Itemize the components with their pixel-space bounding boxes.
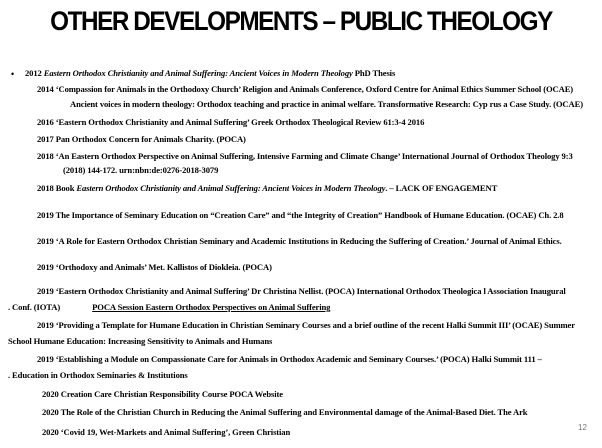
slide-title: OTHER DEVELOPMENTS – PUBLIC THEOLOGY bbox=[50, 6, 552, 36]
entry-2018-line1: 2018 ‘An Eastern Orthodox Perspective on Animal Suffering, Intensive Farming and Climate Change’ International Journal of Orthodox Theology 9:3 bbox=[37, 151, 573, 161]
entry-2020-role-church: 2020 The Role of the Christian Church in Reducing the Animal Suffering and Environmental damage of the Animal-Based Diet. The Ark bbox=[42, 407, 528, 417]
entry-prefix: . Conf. (IOTA) bbox=[8, 302, 61, 312]
entry-2019-template-line2: School Humane Education: Increasing Sensitivity to Animals and Humans bbox=[8, 336, 273, 346]
entry-note: PhD Thesis bbox=[354, 68, 396, 78]
entry-2019-iota-line2 bbox=[8, 302, 330, 313]
entry-2017: 2017 Pan Orthodox Concern for Animals Charity. (POCA) bbox=[37, 134, 246, 144]
entry-2014-line1: 2014 ‘Compassion for Animals in the Orthodoxy Church’ Religion and Animals Conference, Oxford Centre for Animal Ethics Summer School (OCAE) bbox=[37, 84, 574, 94]
entry-year: 2012 bbox=[25, 68, 42, 78]
entry-2019-orthodoxy-animals: 2019 ‘Orthodoxy and Animals’ Met. Kallistos of Diokleia. (POCA) bbox=[37, 262, 272, 272]
entry-2019-module-line1: 2019 ‘Establishing a Module on Compassionate Care for Animals in Orthodox Academic and Seminary Courses.’ (POCA) Halki Summit 111 – bbox=[37, 354, 542, 364]
entry-2019-seminary-education: 2019 The Importance of Seminary Education on “Creation Care” and “the Integrity of Creation” Handbook of Humane Education. (OCAE) Ch. 2.8 bbox=[37, 210, 564, 220]
entry-2016: 2016 ‘Eastern Orthodox Christianity and Animal Suffering’ Greek Orthodox Theological Review 61:3-4 2016 bbox=[37, 117, 425, 127]
entry-2018-line2: (2018) 144-172. urn:nbn:de:0276-2018-3079 bbox=[63, 165, 219, 175]
entry-2012-thesis bbox=[25, 68, 395, 79]
entry-2019-iota-line1: 2019 ‘Eastern Orthodox Christianity and Animal Suffering’ Dr Christina Nellist. (POCA) International Orthodox Theologica l Association Inaugural bbox=[37, 286, 566, 296]
entry-2019-module-line2: . Education in Orthodox Seminaries & Institutions bbox=[8, 370, 188, 380]
poca-session-link[interactable]: POCA Session Eastern Orthodox Perspectives on Animal Suffering bbox=[92, 302, 331, 312]
entry-2014-line2: Ancient voices in modern theology: Orthodox teaching and practice in animal welfare. Transformative Research: Cyp rus a Case Study. (OCAE) bbox=[70, 99, 583, 109]
entry-2019-role-seminary: 2019 ‘A Role for Eastern Orthodox Christian Seminary and Academic Institutions in Reducing the Suffering of Creation.’ Journal of Animal Ethics. bbox=[37, 236, 562, 246]
bullet-marker: • bbox=[11, 69, 15, 79]
entry-prefix: 2018 Book bbox=[37, 183, 77, 193]
entry-suffix: . – LACK OF ENGAGEMENT bbox=[385, 183, 498, 193]
entry-work-title: Eastern Orthodox Christianity and Animal Suffering: Ancient Voices in Modern Theology bbox=[43, 68, 353, 78]
entry-2020-covid: 2020 ‘Covid 19, Wet-Markets and Animal Suffering’, Green Christian bbox=[42, 427, 291, 437]
page-number: 12 bbox=[578, 423, 587, 432]
entry-2019-template-line1: 2019 ‘Providing a Template for Humane Education in Christian Seminary Courses and a brief outline of the recent Halki Summit III’ (OCAE) Summer bbox=[37, 320, 575, 330]
entry-2018-book bbox=[37, 183, 497, 194]
entry-2020-course: 2020 Creation Care Christian Responsibility Course POCA Website bbox=[42, 389, 283, 399]
entry-work-title: Eastern Orthodox Christianity and Animal Suffering: Ancient Voices in Modern Theology bbox=[76, 183, 386, 193]
